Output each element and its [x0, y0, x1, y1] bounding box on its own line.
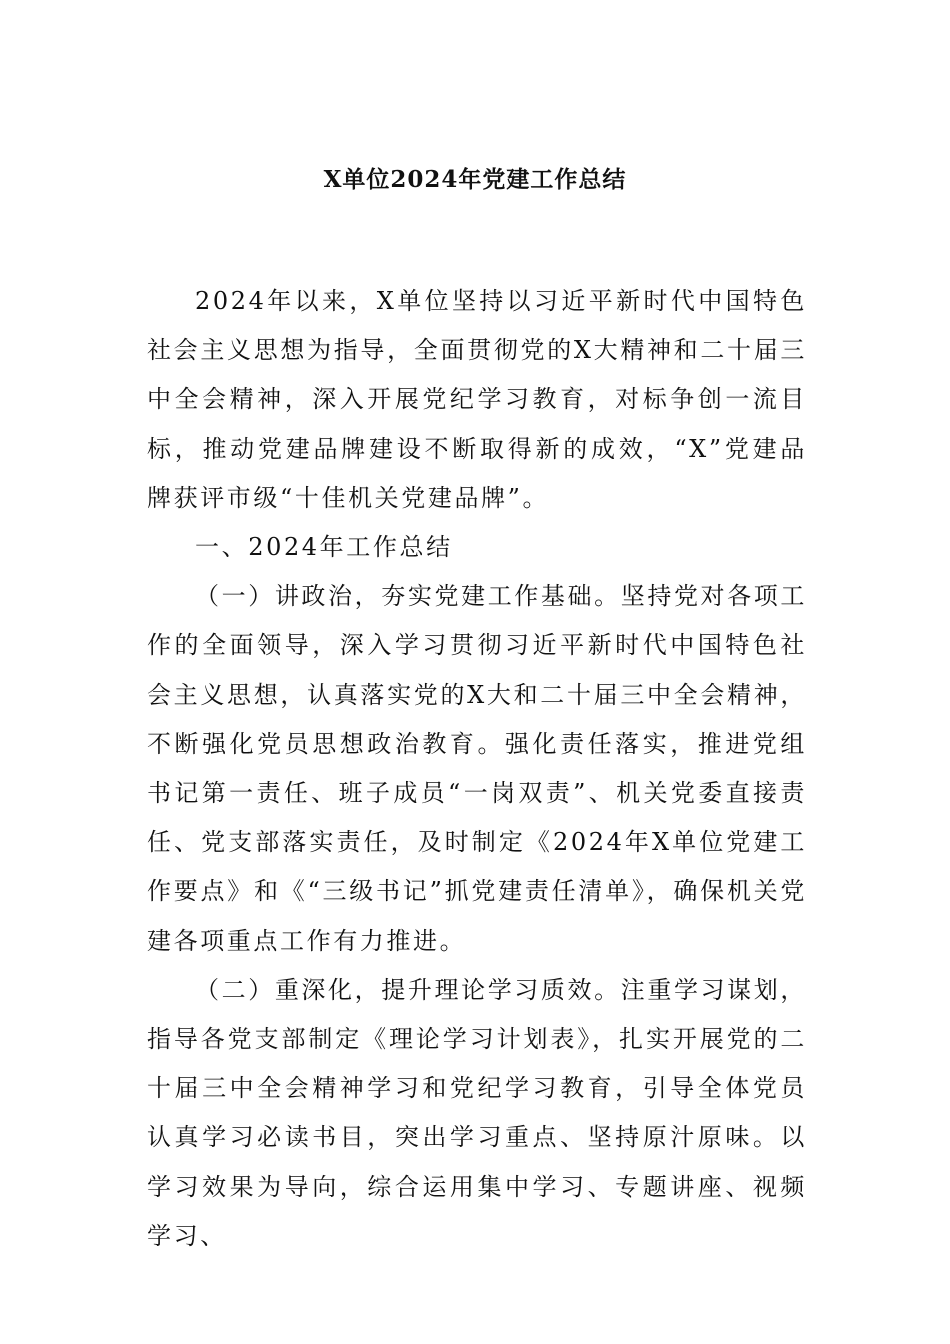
paragraph-politics: （一）讲政治，夯实党建工作基础。坚持党对各项工作的全面领导，深入学习贯彻习近平新时代中国特色社会主义思想，认真落实党的X大和二十届三中全会精神，不断强化党员思想政治教育。强化责任落实，推进党组书记第一责任、班子成员“一岗双责”、机关党委直接责任、党支部落实责任，及时制定《2024年X单位党建工作要点》和《“三级书记”抓党建责任清单》，确保机关党建各项重点工作有力推进。 — [147, 582, 807, 955]
section-heading: 一、2024年工作总结 — [195, 533, 453, 562]
paragraph-intro: 2024年以来，X单位坚持以习近平新时代中国特色社会主义思想为指导，全面贯彻党的X大精神和二十届三中全会精神，深入开展党纪学习教育，对标争创一流目标，推动党建品牌建设不断取得新的成效，“X”党建品牌获评市级“十佳机关党建品牌”。 — [147, 287, 807, 512]
paragraph-study: （二）重深化，提升理论学习质效。注重学习谋划，指导各党支部制定《理论学习计划表》，扎实开展党的二十届三中全会精神学习和党纪学习教育，引导全体党员认真学习必读书目，突出学习重点、坚持原汁原味。以学习效果为导向，综合运用集中学习、专题讲座、视频学习、 — [147, 975, 807, 1250]
document-body — [147, 277, 807, 1261]
document-title: X单位2024年党建工作总结 — [323, 166, 627, 193]
